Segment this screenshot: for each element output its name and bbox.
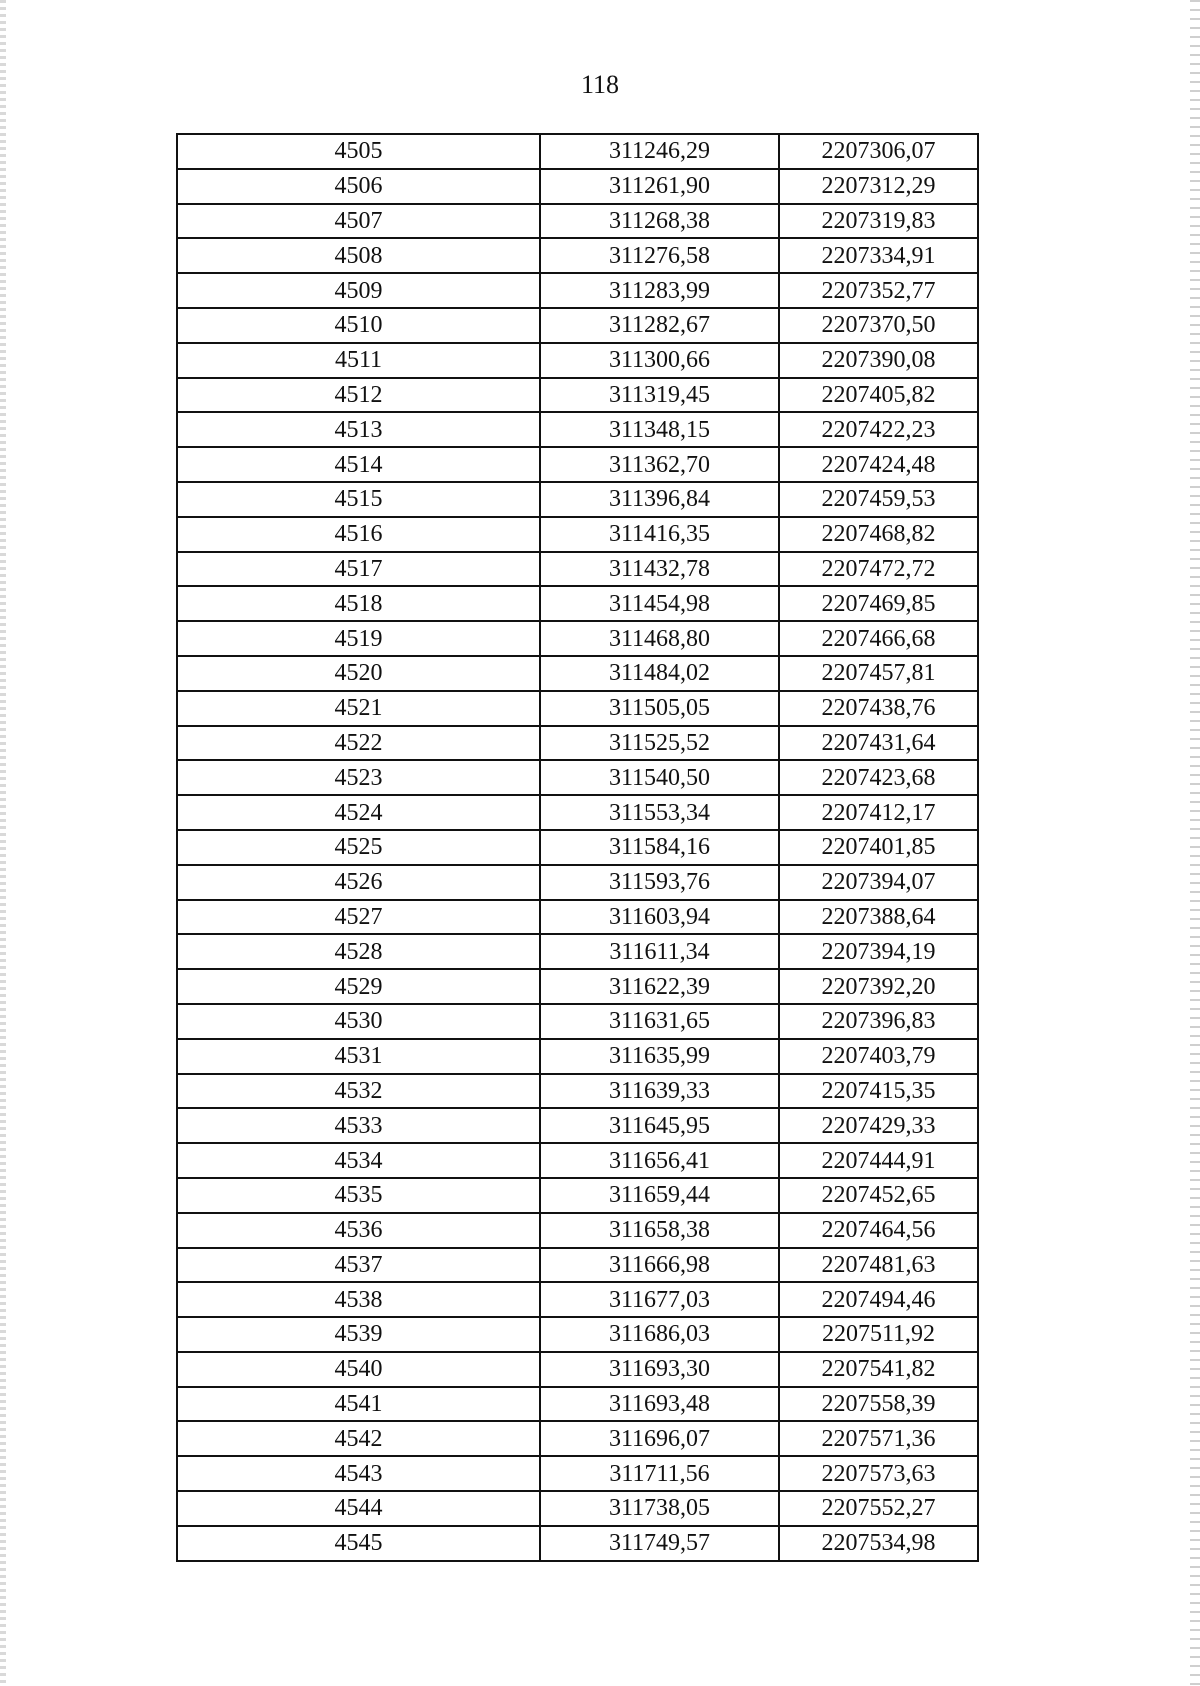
x-coordinate-cell: 311666,98: [540, 1248, 779, 1283]
y-coordinate-cell: 2207390,08: [779, 343, 978, 378]
point-number-cell: 4521: [177, 691, 540, 726]
point-number-cell: 4540: [177, 1352, 540, 1387]
coordinates-table-body: [177, 134, 978, 1561]
point-number-cell: 4536: [177, 1213, 540, 1248]
table-row: [177, 1213, 978, 1248]
y-coordinate-cell: 2207394,07: [779, 865, 978, 900]
x-coordinate-cell: 311505,05: [540, 691, 779, 726]
y-coordinate-cell: 2207423,68: [779, 760, 978, 795]
table-row: [177, 552, 978, 587]
table-row: [177, 1282, 978, 1317]
point-number-cell: 4530: [177, 1004, 540, 1039]
table-row: [177, 169, 978, 204]
x-coordinate-cell: 311348,15: [540, 412, 779, 447]
point-number-cell: 4515: [177, 482, 540, 517]
point-number-cell: 4539: [177, 1317, 540, 1352]
point-number-cell: 4513: [177, 412, 540, 447]
x-coordinate-cell: 311603,94: [540, 900, 779, 935]
y-coordinate-cell: 2207459,53: [779, 482, 978, 517]
y-coordinate-cell: 2207573,63: [779, 1456, 978, 1491]
table-row: [177, 726, 978, 761]
x-coordinate-cell: 311484,02: [540, 656, 779, 691]
point-number-cell: 4508: [177, 238, 540, 273]
y-coordinate-cell: 2207403,79: [779, 1039, 978, 1074]
x-coordinate-cell: 311738,05: [540, 1491, 779, 1526]
table-row: [177, 1108, 978, 1143]
table-row: [177, 934, 978, 969]
y-coordinate-cell: 2207468,82: [779, 517, 978, 552]
table-row: [177, 900, 978, 935]
x-coordinate-cell: 311268,38: [540, 204, 779, 239]
x-coordinate-cell: 311693,30: [540, 1352, 779, 1387]
x-coordinate-cell: 311540,50: [540, 760, 779, 795]
x-coordinate-cell: 311696,07: [540, 1421, 779, 1456]
y-coordinate-cell: 2207424,48: [779, 447, 978, 482]
table-row: [177, 482, 978, 517]
point-number-cell: 4522: [177, 726, 540, 761]
point-number-cell: 4541: [177, 1387, 540, 1422]
point-number-cell: 4535: [177, 1178, 540, 1213]
scan-edge-left: [0, 0, 6, 1686]
y-coordinate-cell: 2207481,63: [779, 1248, 978, 1283]
x-coordinate-cell: 311611,34: [540, 934, 779, 969]
y-coordinate-cell: 2207429,33: [779, 1108, 978, 1143]
table-row: [177, 412, 978, 447]
x-coordinate-cell: 311631,65: [540, 1004, 779, 1039]
y-coordinate-cell: 2207558,39: [779, 1387, 978, 1422]
table-row: [177, 1143, 978, 1178]
point-number-cell: 4516: [177, 517, 540, 552]
point-number-cell: 4507: [177, 204, 540, 239]
x-coordinate-cell: 311686,03: [540, 1317, 779, 1352]
y-coordinate-cell: 2207452,65: [779, 1178, 978, 1213]
point-number-cell: 4518: [177, 586, 540, 621]
point-number-cell: 4528: [177, 934, 540, 969]
table-row: [177, 134, 978, 169]
point-number-cell: 4524: [177, 795, 540, 830]
y-coordinate-cell: 2207571,36: [779, 1421, 978, 1456]
x-coordinate-cell: 311593,76: [540, 865, 779, 900]
x-coordinate-cell: 311656,41: [540, 1143, 779, 1178]
table-row: [177, 447, 978, 482]
y-coordinate-cell: 2207438,76: [779, 691, 978, 726]
x-coordinate-cell: 311711,56: [540, 1456, 779, 1491]
y-coordinate-cell: 2207401,85: [779, 830, 978, 865]
point-number-cell: 4510: [177, 308, 540, 343]
y-coordinate-cell: 2207422,23: [779, 412, 978, 447]
point-number-cell: 4527: [177, 900, 540, 935]
y-coordinate-cell: 2207534,98: [779, 1526, 978, 1561]
point-number-cell: 4538: [177, 1282, 540, 1317]
point-number-cell: 4526: [177, 865, 540, 900]
point-number-cell: 4519: [177, 621, 540, 656]
point-number-cell: 4525: [177, 830, 540, 865]
table-row: [177, 1004, 978, 1039]
point-number-cell: 4537: [177, 1248, 540, 1283]
y-coordinate-cell: 2207541,82: [779, 1352, 978, 1387]
x-coordinate-cell: 311622,39: [540, 969, 779, 1004]
x-coordinate-cell: 311282,67: [540, 308, 779, 343]
table-row: [177, 343, 978, 378]
table-row: [177, 621, 978, 656]
table-row: [177, 865, 978, 900]
table-row: [177, 308, 978, 343]
x-coordinate-cell: 311396,84: [540, 482, 779, 517]
x-coordinate-cell: 311468,80: [540, 621, 779, 656]
point-number-cell: 4505: [177, 134, 540, 169]
point-number-cell: 4514: [177, 447, 540, 482]
table-row: [177, 795, 978, 830]
y-coordinate-cell: 2207511,92: [779, 1317, 978, 1352]
x-coordinate-cell: 311677,03: [540, 1282, 779, 1317]
table-row: [177, 1456, 978, 1491]
point-number-cell: 4532: [177, 1074, 540, 1109]
x-coordinate-cell: 311276,58: [540, 238, 779, 273]
page-number: 118: [580, 70, 620, 99]
y-coordinate-cell: 2207464,56: [779, 1213, 978, 1248]
table-row: [177, 1178, 978, 1213]
x-coordinate-cell: 311246,29: [540, 134, 779, 169]
point-number-cell: 4531: [177, 1039, 540, 1074]
point-number-cell: 4509: [177, 273, 540, 308]
point-number-cell: 4542: [177, 1421, 540, 1456]
y-coordinate-cell: 2207306,07: [779, 134, 978, 169]
y-coordinate-cell: 2207466,68: [779, 621, 978, 656]
point-number-cell: 4544: [177, 1491, 540, 1526]
point-number-cell: 4517: [177, 552, 540, 587]
y-coordinate-cell: 2207457,81: [779, 656, 978, 691]
table-row: [177, 1352, 978, 1387]
y-coordinate-cell: 2207319,83: [779, 204, 978, 239]
y-coordinate-cell: 2207370,50: [779, 308, 978, 343]
table-row: [177, 1074, 978, 1109]
x-coordinate-cell: 311525,52: [540, 726, 779, 761]
point-number-cell: 4506: [177, 169, 540, 204]
x-coordinate-cell: 311659,44: [540, 1178, 779, 1213]
table-row: [177, 378, 978, 413]
y-coordinate-cell: 2207431,64: [779, 726, 978, 761]
y-coordinate-cell: 2207444,91: [779, 1143, 978, 1178]
x-coordinate-cell: 311432,78: [540, 552, 779, 587]
x-coordinate-cell: 311300,66: [540, 343, 779, 378]
scan-edge-right: [1190, 0, 1200, 1686]
x-coordinate-cell: 311584,16: [540, 830, 779, 865]
y-coordinate-cell: 2207415,35: [779, 1074, 978, 1109]
y-coordinate-cell: 2207396,83: [779, 1004, 978, 1039]
table-row: [177, 1421, 978, 1456]
point-number-cell: 4533: [177, 1108, 540, 1143]
point-number-cell: 4543: [177, 1456, 540, 1491]
x-coordinate-cell: 311416,35: [540, 517, 779, 552]
table-row: [177, 760, 978, 795]
table-row: [177, 1248, 978, 1283]
table-row: [177, 1039, 978, 1074]
x-coordinate-cell: 311553,34: [540, 795, 779, 830]
y-coordinate-cell: 2207394,19: [779, 934, 978, 969]
y-coordinate-cell: 2207334,91: [779, 238, 978, 273]
x-coordinate-cell: 311283,99: [540, 273, 779, 308]
table-row: [177, 517, 978, 552]
coordinates-table: [176, 133, 979, 1562]
y-coordinate-cell: 2207405,82: [779, 378, 978, 413]
x-coordinate-cell: 311261,90: [540, 169, 779, 204]
point-number-cell: 4529: [177, 969, 540, 1004]
table-row: [177, 969, 978, 1004]
y-coordinate-cell: 2207472,72: [779, 552, 978, 587]
x-coordinate-cell: 311454,98: [540, 586, 779, 621]
y-coordinate-cell: 2207352,77: [779, 273, 978, 308]
x-coordinate-cell: 311635,99: [540, 1039, 779, 1074]
x-coordinate-cell: 311639,33: [540, 1074, 779, 1109]
y-coordinate-cell: 2207412,17: [779, 795, 978, 830]
x-coordinate-cell: 311319,45: [540, 378, 779, 413]
y-coordinate-cell: 2207392,20: [779, 969, 978, 1004]
table-row: [177, 1491, 978, 1526]
table-row: [177, 238, 978, 273]
point-number-cell: 4520: [177, 656, 540, 691]
x-coordinate-cell: 311362,70: [540, 447, 779, 482]
y-coordinate-cell: 2207552,27: [779, 1491, 978, 1526]
y-coordinate-cell: 2207494,46: [779, 1282, 978, 1317]
x-coordinate-cell: 311645,95: [540, 1108, 779, 1143]
point-number-cell: 4534: [177, 1143, 540, 1178]
table-row: [177, 204, 978, 239]
x-coordinate-cell: 311749,57: [540, 1526, 779, 1561]
point-number-cell: 4523: [177, 760, 540, 795]
table-row: [177, 830, 978, 865]
point-number-cell: 4512: [177, 378, 540, 413]
table-row: [177, 691, 978, 726]
table-row: [177, 1317, 978, 1352]
x-coordinate-cell: 311693,48: [540, 1387, 779, 1422]
table-row: [177, 656, 978, 691]
table-row: [177, 1387, 978, 1422]
table-row: [177, 1526, 978, 1561]
y-coordinate-cell: 2207469,85: [779, 586, 978, 621]
y-coordinate-cell: 2207388,64: [779, 900, 978, 935]
x-coordinate-cell: 311658,38: [540, 1213, 779, 1248]
y-coordinate-cell: 2207312,29: [779, 169, 978, 204]
table-row: [177, 273, 978, 308]
table-row: [177, 586, 978, 621]
point-number-cell: 4545: [177, 1526, 540, 1561]
point-number-cell: 4511: [177, 343, 540, 378]
